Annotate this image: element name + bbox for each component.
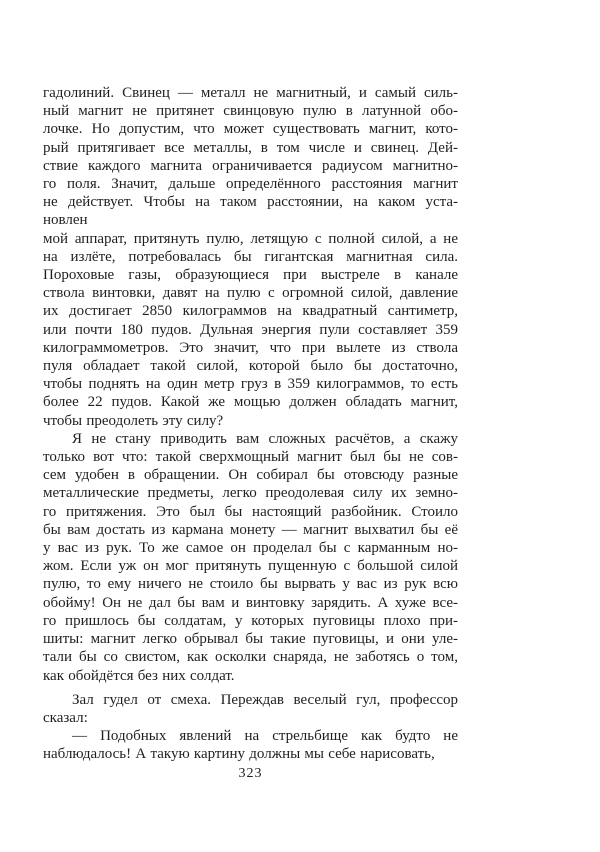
paragraph <box>43 727 458 763</box>
text-line: наблюдалось! А такую картину должны мы себе нарисовать, <box>43 746 435 763</box>
paragraph <box>43 230 458 430</box>
text-line: го притяжения. Это был бы настоящий разбойник. Стоило <box>43 503 458 520</box>
text-line: новлен <box>43 212 88 229</box>
text-line: их достигает 2850 килограммов на квадратный сантиметр, <box>43 303 458 320</box>
text-line: рый притягивает все металлы, в том числе и свинец. Дей- <box>43 139 458 156</box>
text-line: чтобы преодолеть эту силу? <box>43 412 224 429</box>
text-line: обойму! Он не дал бы вам и винтовку зарядить. А хуже все- <box>43 594 458 611</box>
text-line: лочке. Но допустим, что может существовать магнит, кото- <box>43 121 458 138</box>
text-line: у вас из рук. То же самое он проделал бы с карманным но- <box>43 540 458 557</box>
text-line: го поля. Значит, дальше определённого расстояния магнит <box>43 176 458 193</box>
text-line: го пришлось бы солдатам, у которых пуговицы плохо при- <box>43 612 458 629</box>
text-line: Зал гудел от смеха. Переждав веселый гул, профессор <box>72 691 458 708</box>
text-line: Пороховые газы, образующиеся при выстреле в канале <box>43 267 458 284</box>
text-line: ствола винтовки, давят на пулю с огромной силой, давление <box>43 285 458 302</box>
text-line: — Подобных явлений на стрельбище как будто не <box>72 728 458 745</box>
text-line: бы вам достать из кармана монету — магнит выхватил бы её <box>43 521 458 538</box>
text-line: пуля обладает такой силой, которой было бы достаточно, <box>43 358 458 375</box>
text-line: шиты: магнит легко обрывал бы такие пуговицы, и они уле- <box>43 631 458 648</box>
text-line: мой аппарат, притянуть пулю, летящую с полной силой, а не <box>43 230 458 247</box>
text-line: или почти 180 пудов. Дульная энергия пули составляет 359 <box>43 321 458 338</box>
text-line: ный магнит не притянет свинцовую пулю в латунной обо- <box>43 103 458 120</box>
paragraph <box>43 84 458 230</box>
text-line: Я не стану приводить вам сложных расчётов, а скажу <box>72 430 458 447</box>
text-line: чтобы поднять на один метр груз в 359 килограммов, то есть <box>43 376 458 393</box>
text-line: ствие каждого магнита ограничивается радиусом магнитно- <box>43 157 458 174</box>
text-line: сказал: <box>43 709 88 726</box>
text-line: гадолиний. Свинец — металл не магнитный, и самый силь- <box>43 85 458 101</box>
text-line: не действует. Чтобы на таком расстоянии, на каком уста- <box>43 194 458 211</box>
text-line: на излёте, потребовалась бы гигантская магнитная сила. <box>43 248 458 265</box>
page-text-block <box>43 84 458 764</box>
page-number: 323 <box>238 766 263 781</box>
text-line: жом. Если уж он мог притянуть пущенную с большой силой <box>43 558 458 575</box>
paragraph <box>43 430 458 685</box>
text-line: только вот что: такой сверхмощный магнит был бы не сов- <box>43 449 458 466</box>
text-line: тали бы со свистом, как осколки снаряда, не заботясь о том, <box>43 649 458 666</box>
text-line: сем удобен в обращении. Он собирал бы отовсюду разные <box>43 467 458 484</box>
paragraph <box>43 691 458 727</box>
text-line: металлические предметы, легко преодолевая силу их земно- <box>43 485 458 502</box>
text-line: килограммометров. Это значит, что при вылете из ствола <box>43 339 458 356</box>
text-line: более 22 пудов. Какой же мощью должен обладать магнит, <box>43 394 458 411</box>
text-line: пулю, то ему ничего не стоило бы вырвать у вас из рук всю <box>43 576 458 593</box>
text-line: как обойдётся без них солдат. <box>43 667 235 684</box>
